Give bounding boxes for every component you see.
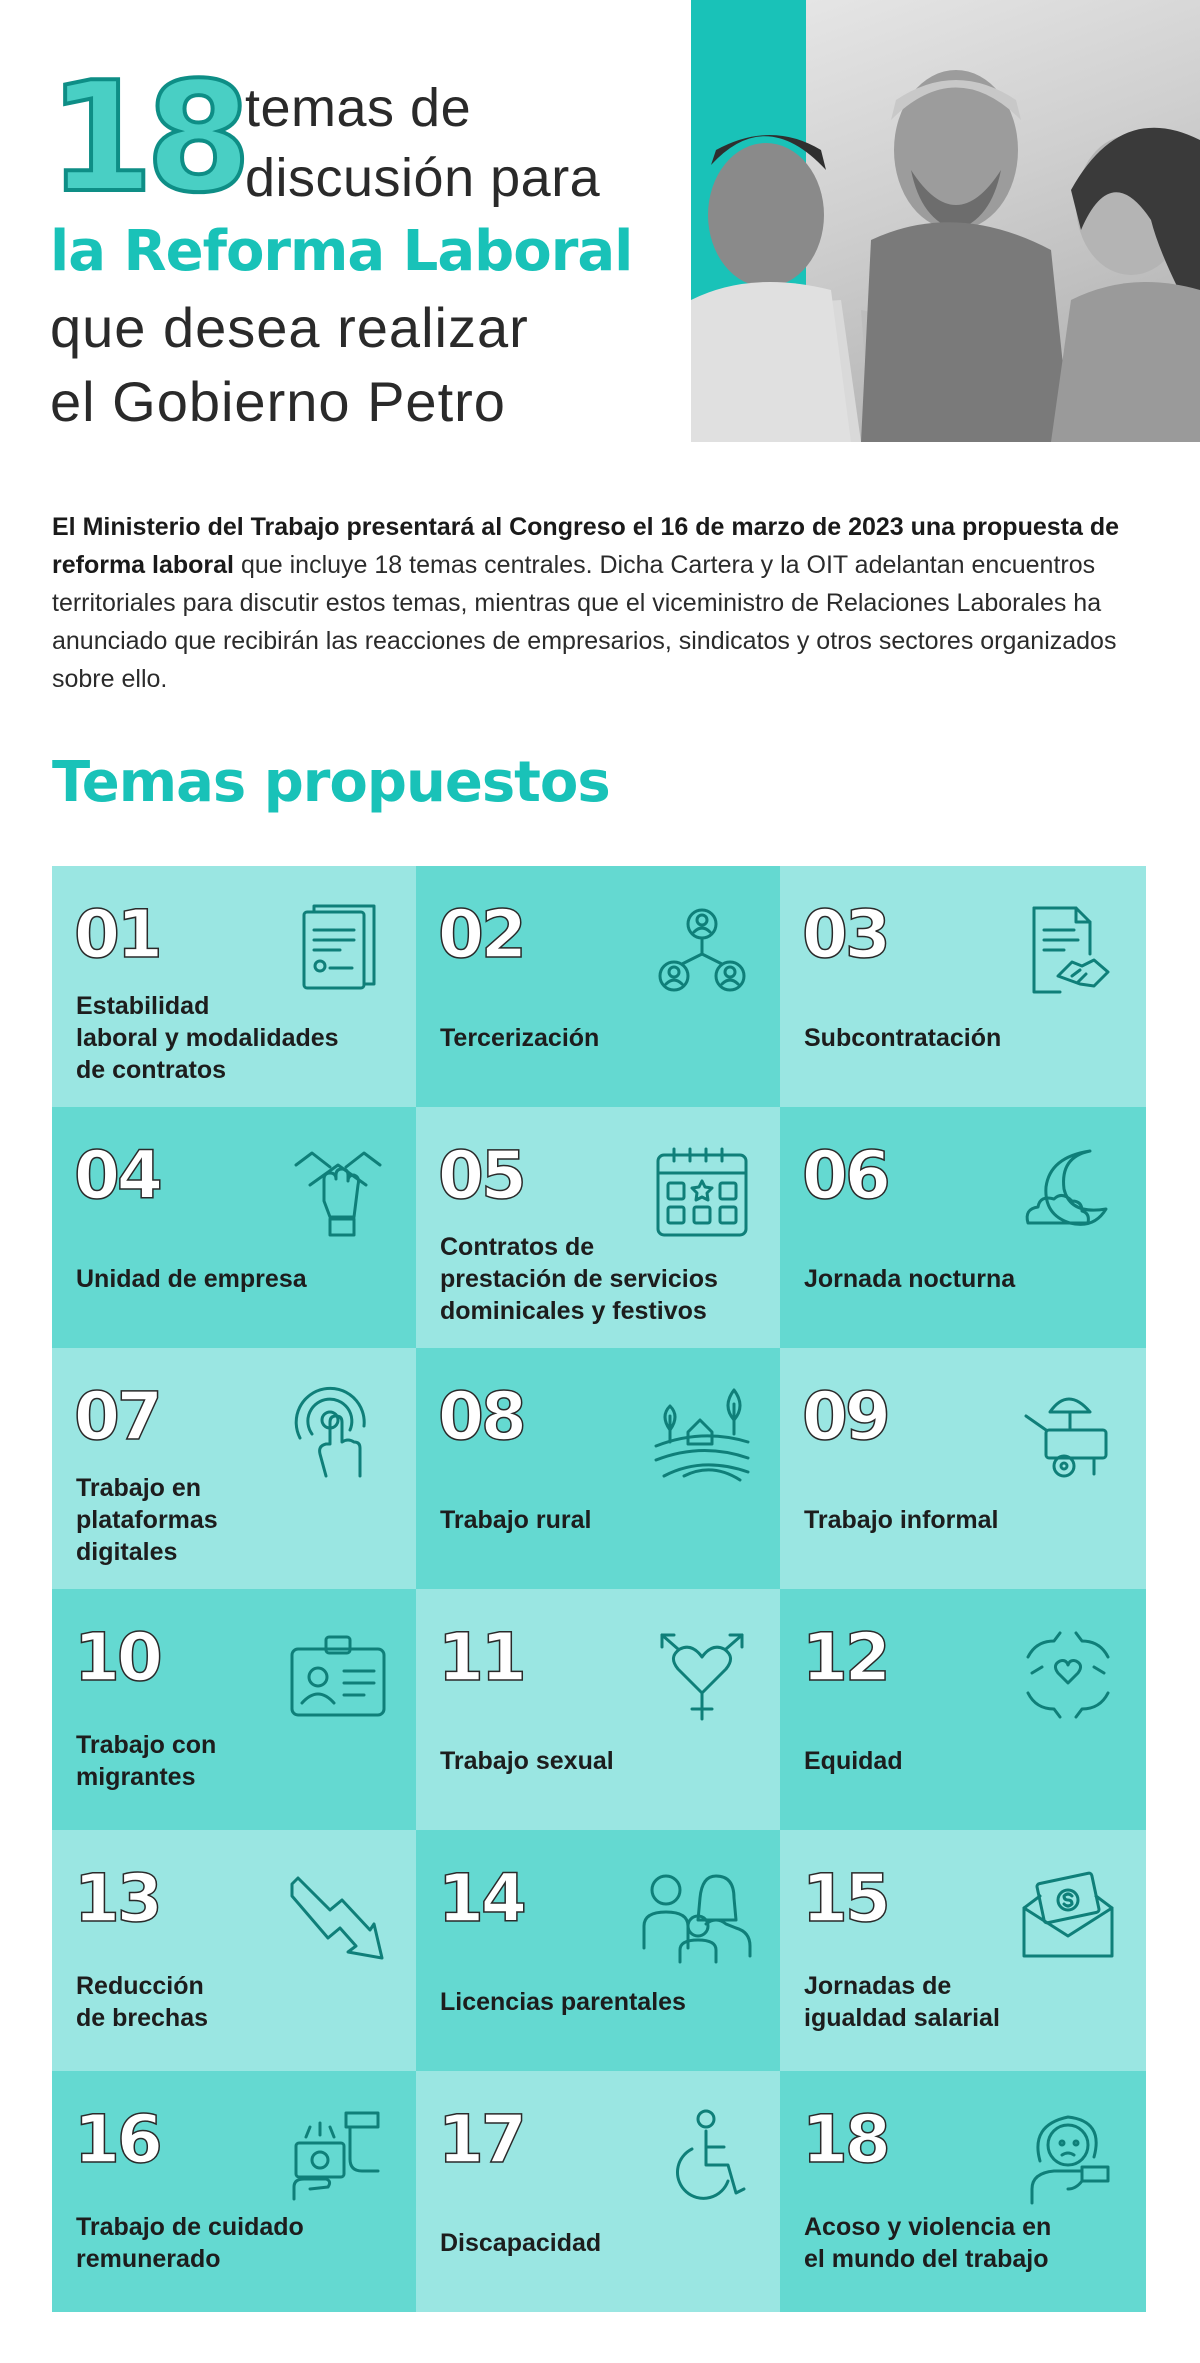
topic-card [780,1589,1146,1830]
header-photo [691,0,1200,442]
topic-card [780,1107,1146,1348]
topic-label: Licencias parentales [440,1988,686,2016]
topic-label: Equidad [804,1747,903,1775]
topic-label: Acoso y violencia en el mundo del trabajo [804,2213,1052,2273]
topic-card [52,1107,416,1348]
topic-card [780,2071,1146,2312]
topic-label: Jornada nocturna [804,1265,1016,1293]
topic-card [780,1830,1146,2071]
topic-label: Subcontratación [804,1024,1002,1052]
headline-line-5: el Gobierno Petro [50,370,506,433]
topic-number: 17 [438,2101,524,2178]
topic-label: Contratos de prestación de servicios dominicales y festivos [440,1233,718,1325]
topic-number: 06 [802,1137,888,1214]
intro-paragraph [52,508,1152,698]
topic-number: 10 [74,1619,160,1696]
intro-bold: El Ministerio del Trabajo presentará al Congreso el 16 de marzo de 2023 una propuesta de reforma laboral [52,513,1120,579]
topic-number: 08 [438,1378,524,1455]
topic-label: Trabajo en plataformas digitales [76,1474,218,1566]
topic-number: 14 [438,1860,524,1937]
topic-label: Trabajo sexual [440,1747,614,1775]
topic-number: 04 [74,1137,160,1214]
topic-label: Estabilidad laboral y modalidades de contratos [76,992,339,1084]
headline-number: 18 [48,49,244,226]
topic-label: Trabajo con migrantes [76,1731,217,1791]
section-title: Temas propuestos [52,750,610,815]
topic-card [52,866,416,1107]
topic-label: Unidad de empresa [76,1265,307,1293]
topic-card [416,1589,780,1830]
topic-card [780,866,1146,1107]
topic-number: 18 [802,2101,888,2178]
header [0,0,1200,450]
topic-card [52,2071,416,2312]
topics-grid [52,866,1146,2312]
headline-line-2: discusión para [245,148,601,208]
topic-card [416,1830,780,2071]
topic-label: Trabajo rural [440,1506,592,1534]
topic-label: Trabajo informal [804,1506,999,1534]
topic-number: 02 [438,896,524,973]
topic-number: 01 [74,896,160,973]
headline-highlight: la Reforma Laboral [50,219,633,284]
topic-number: 12 [802,1619,888,1696]
topic-card [416,1107,780,1348]
topic-label: Trabajo de cuidado remunerado [76,2213,304,2273]
topic-number: 07 [74,1378,160,1455]
topic-label: Reducción de brechas [76,1972,209,2032]
topic-number: 03 [802,896,888,973]
topic-card [780,1348,1146,1589]
topic-number: 16 [74,2101,160,2178]
topic-card [52,1348,416,1589]
topic-card [52,1830,416,2071]
headline-line-4: que desea realizar [50,296,529,359]
topic-number: 15 [802,1860,888,1937]
topic-label: Discapacidad [440,2229,602,2257]
topic-card [416,1348,780,1589]
headline-line-1: temas de [245,78,472,138]
intro-text: que incluye 18 temas centrales. Dicha Cartera y la OIT adelantan encuentros territoriales para discutir estos temas, mientras que el viceministro de Relaciones Laborales ha anunciado que recibirán las reacciones de empresarios, sindicatos y otros sectores organizados sobre ello. [52,551,1117,693]
topic-card [416,2071,780,2312]
topic-number: 05 [438,1137,524,1214]
topic-card [416,866,780,1107]
topic-label: Jornadas de igualdad salarial [804,1972,1000,2032]
topic-number: 11 [438,1619,524,1696]
topic-number: 13 [74,1860,160,1937]
topic-card [52,1589,416,1830]
topic-label: Tercerización [440,1024,600,1052]
topic-number: 09 [802,1378,888,1455]
